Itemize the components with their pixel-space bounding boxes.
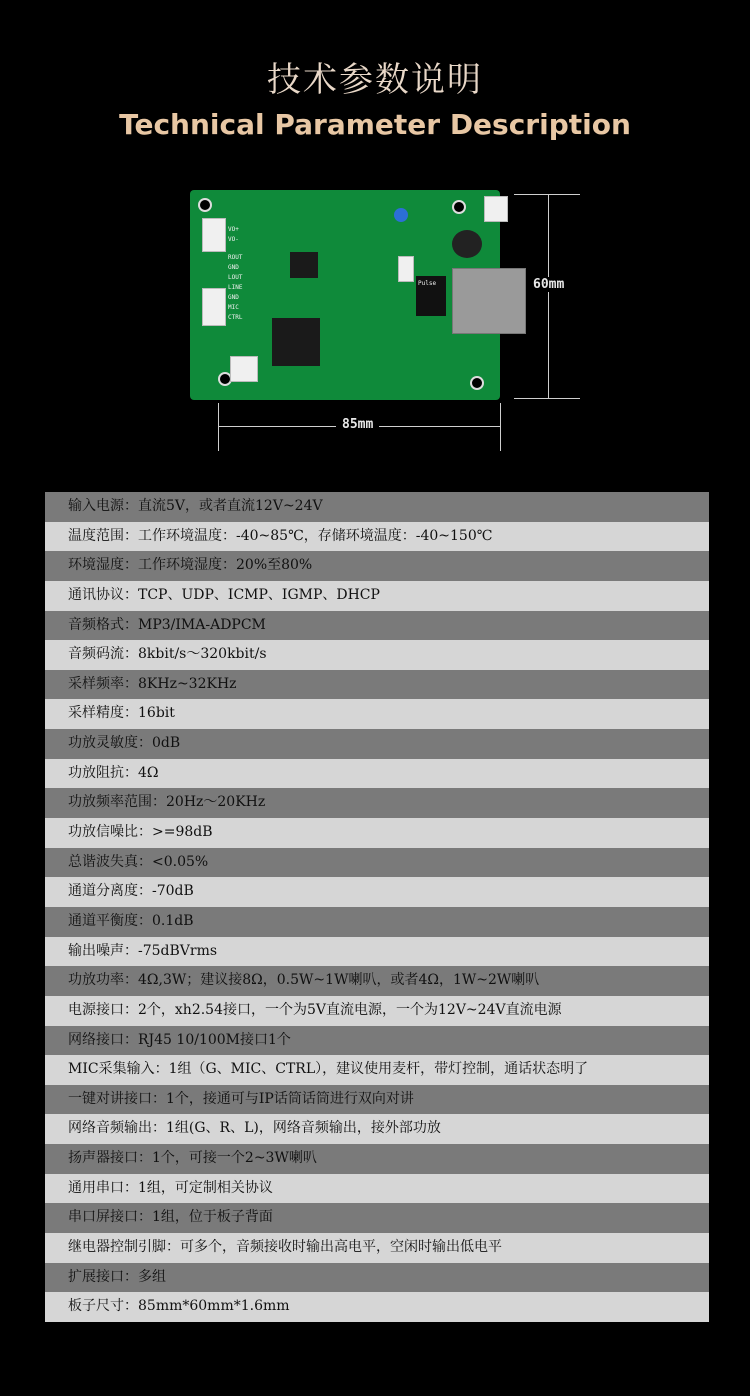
spec-row: 网络接口：RJ45 10/100M接口1个	[45, 1026, 709, 1056]
spec-row: 功放阻抗：4Ω	[45, 759, 709, 789]
power-connector-2	[484, 196, 508, 222]
pin-label: GND	[228, 264, 239, 271]
spec-row: 通讯协议：TCP、UDP、ICMP、IGMP、DHCP	[45, 581, 709, 611]
spec-row: 继电器控制引脚：可多个，音频接收时输出高电平，空闲时输出低电平	[45, 1233, 709, 1263]
pcb-board-image	[190, 190, 500, 400]
spec-table	[45, 492, 709, 1322]
spec-row: 输出噪声：-75dBVrms	[45, 937, 709, 967]
spec-row: 功放功率：4Ω,3W；建议接8Ω，0.5W~1W喇叭，或者4Ω，1W~2W喇叭	[45, 966, 709, 996]
spec-row: 板子尺寸：85mm*60mm*1.6mm	[45, 1292, 709, 1322]
mic-connector	[230, 356, 258, 382]
spec-row: 串口屏接口：1组，位于板子背面	[45, 1203, 709, 1233]
page-title: 技术参数说明	[267, 60, 483, 100]
spec-row: 网络音频输出：1组(G、R、L)，网络音频输出，接外部功放	[45, 1114, 709, 1144]
spec-row: MIC采集输入：1组（G、MIC、CTRL），建议使用麦杆，带灯控制，通话状态明了	[45, 1055, 709, 1085]
spec-row: 电源接口：2个，xh2.54接口，一个为5V直流电源，一个为12V~24V直流电源	[45, 996, 709, 1026]
height-dimension-label: 60mm	[533, 277, 565, 292]
pin-label: MIC	[228, 304, 239, 311]
page-subtitle: Technical Parameter Description	[119, 108, 631, 141]
spec-row: 采样精度：16bit	[45, 699, 709, 729]
height-dimension-top-tick	[514, 194, 580, 195]
height-dimension-bottom-tick	[514, 398, 580, 399]
spec-row: 功放频率范围：20Hz～20KHz	[45, 788, 709, 818]
pin-label: VO-	[228, 236, 239, 243]
pin-label: CTRL	[228, 314, 243, 321]
width-dimension-right-tick	[500, 403, 501, 451]
potentiometer	[394, 208, 408, 222]
pulse-transformer	[416, 276, 446, 316]
spec-row: 音频码流：8kbit/s～320kbit/s	[45, 640, 709, 670]
spec-row: 总谐波失真：<0.05%	[45, 848, 709, 878]
pin-label: ROUT	[228, 254, 243, 261]
spec-row: 采样频率：8KHz~32KHz	[45, 670, 709, 700]
spec-row: 一键对讲接口：1个，接通可与IP话筒话筒进行双向对讲	[45, 1085, 709, 1115]
spec-row: 输入电源：直流5V，或者直流12V~24V	[45, 492, 709, 522]
mount-hole	[198, 198, 212, 212]
mount-hole	[470, 376, 484, 390]
width-dimension-label: 85mm	[336, 417, 379, 432]
spec-row: 通道分离度：-70dB	[45, 877, 709, 907]
pin-label: VO+	[228, 226, 239, 233]
power-connector	[202, 218, 226, 252]
width-dimension-left-tick	[218, 403, 219, 451]
audio-connector	[202, 288, 226, 326]
pulse-label: Pulse	[418, 280, 437, 287]
spec-row: 环境湿度：工作环境湿度：20%至80%	[45, 551, 709, 581]
mount-hole	[452, 200, 466, 214]
rj45-port	[452, 268, 526, 334]
pin-label: LINE	[228, 284, 243, 291]
main-processor-chip	[272, 318, 320, 366]
audio-chip	[290, 252, 318, 278]
spec-row: 功放灵敏度：0dB	[45, 729, 709, 759]
capacitor	[452, 230, 482, 258]
spec-row: 扩展接口：多组	[45, 1263, 709, 1293]
spec-row: 通用串口：1组，可定制相关协议	[45, 1174, 709, 1204]
spec-row: 音频格式：MP3/IMA-ADPCM	[45, 611, 709, 641]
header-connector	[398, 256, 414, 282]
spec-row: 通道平衡度：0.1dB	[45, 907, 709, 937]
height-dimension-line	[548, 194, 549, 398]
spec-row: 温度范围：工作环境温度：-40~85℃，存储环境温度：-40~150℃	[45, 522, 709, 552]
spec-row: 功放信噪比：>=98dB	[45, 818, 709, 848]
pin-label: GND	[228, 294, 239, 301]
pin-label: LOUT	[228, 274, 243, 281]
spec-row: 扬声器接口：1个，可接一个2~3W喇叭	[45, 1144, 709, 1174]
